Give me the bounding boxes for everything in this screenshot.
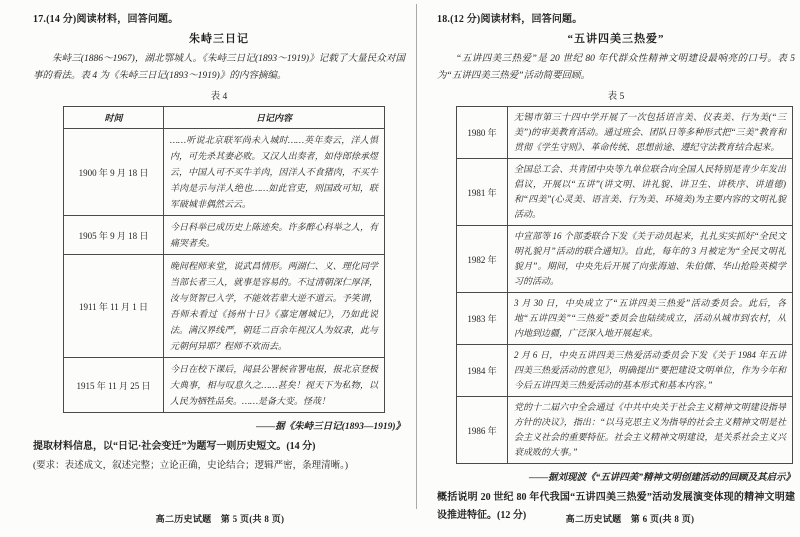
table-row [457, 345, 793, 397]
event-year: 1983 年 [457, 293, 508, 345]
table-5 [456, 106, 793, 464]
question-17-requirements: (要求：表述成文，叙述完整；立论正确，史论结合；逻辑严密，条理清晰。) [33, 461, 349, 472]
event-year: 1984 年 [457, 345, 508, 397]
table-row [457, 397, 793, 464]
exam-page-5 [33, 10, 405, 474]
event-description: 党的十二届六中全会通过《中共中央关于社会主义精神文明建设指导方针的决议》，指出：“以马克思主义为指导的社会主义精神文明是社会主义社会的重要特征。社会主义精神文明建设，是关系社会主义兴衰成败的大事。” [508, 397, 793, 464]
event-description: 2 月 6 日，中央五讲四美三热爱活动委员会下发《关于 1984 年五讲四美三热爱活动的意见》，明确提出“要把建设文明单位，作为今年和今后五讲四美三热爱活动的基本形式和基本内容。” [508, 345, 793, 397]
diary-entry: 今日在校下课后，闻县公署候省署电报，报北京登极大典事，相与叹息久之……甚矣！视天下为私物，以人民为牺牲品矣。……是备大变。怪哉！ [164, 358, 385, 413]
table-4-caption: 表 4 [210, 92, 228, 103]
table-5-caption: 表 5 [607, 92, 625, 103]
table-row [64, 129, 385, 216]
source-attribution: ——据刘现波《“五讲四美”精神文明创建活动的回顾及其启示》 [528, 473, 795, 484]
question-17-intro: 朱峙三(1886～1967)，湖北鄂城人。《朱峙三日记(1893～1919)》记载了大量民众对国事的看法。表 4 为《朱峙三日记(1893～1919)》的内容摘编。 [33, 54, 405, 81]
table-4 [63, 106, 385, 413]
event-description: 中宣部等 16 个部委联合下发《关于动员起来，扎扎实实抓好“全民文明礼貌月”活动的联合通知》。自此，每年的 3 月被定为“全民文明礼貌月”。期间，中央先后开展了向张海迪、朱伯儒、华山抢险英模学习的活动。 [508, 226, 793, 293]
question-17-task: 提取材料信息，以“日记·社会变迁”为题写一则历史短文。(14 分) [33, 441, 316, 453]
diary-entry: 今日科举已成历史上陈迹矣。许多醉心科举之人，有痛哭者矣。 [164, 216, 385, 255]
diary-title: 朱峙三日记 [189, 33, 249, 45]
table-row [64, 358, 385, 413]
diary-date: 1900 年 9 月 18 日 [64, 129, 164, 216]
table-row [457, 226, 793, 293]
question-18-intro: “五讲四美三热爱”是 20 世纪 80 年代群众性精神文明建设最响亮的口号。表 5 为“五讲四美三热爱”活动简要回顾。 [437, 54, 795, 81]
question-18-stem: 18.(12 分)阅读材料，回答问题。 [437, 14, 583, 25]
exam-page-6 [437, 10, 795, 525]
slogan-title: “五讲四美三热爱” [567, 33, 665, 45]
diary-date: 1911 年 11 月 1 日 [64, 255, 164, 358]
table-row [457, 159, 793, 226]
diary-entry: 晚间程师来堂，说武昌情形。两湖仁、义、理化同学当部长者三人，就事是容易的。不过清朝深仁厚泽，汝与贤智已入学，不能效若辈大逆不道云。予笑谓，吾师未看过《扬州十日》《嘉定屠城记》，乃如此说法。满汉界线严，朝廷二百余年视汉人为奴隶，此与元朝何异耶？程师不欢而去。 [164, 255, 385, 358]
table-4-header-content: 日记内容 [164, 107, 385, 129]
diary-entry: ……听说北京联军尚未入城时……英年奏云，洋人惧内，可先杀其妻必败。又汉人出奏者，如侍郎徐承煜云，中国人可不买牛羊肉，因洋人不食猪肉，不买牛羊肉是示与洋人绝也……如此官吏，则国政可知，联军破城非偶然云云。 [164, 129, 385, 216]
event-description: 全国总工会、共青团中央等九单位联合向全国人民特别是青少年发出倡议，开展以“五讲”(讲文明、讲礼貌、讲卫生、讲秩序、讲道德)和“四美”(心灵美、语言美、行为美、环境美)为主要内容的文明礼貌活动。 [508, 159, 793, 226]
event-year: 1980 年 [457, 107, 508, 159]
page-fold-divider [416, 4, 417, 509]
event-year: 1981 年 [457, 159, 508, 226]
table-4-header-time: 时间 [64, 107, 164, 129]
table-row [64, 255, 385, 358]
diary-date: 1915 年 11 月 25 日 [64, 358, 164, 413]
question-18-task: 概括说明 20 世纪 80 年代我国“五讲四美三热爱”活动发展演变体现的精神文明建设推进特征。(12 分) [437, 492, 795, 522]
table-4-header-row [64, 107, 385, 129]
event-year: 1986 年 [457, 397, 508, 464]
source-attribution: ——据《朱峙三日记(1893—1919)》 [256, 422, 405, 433]
table-row [64, 216, 385, 255]
table-row [457, 107, 793, 159]
page-6-footer: 高二历史试题 第 6 页(共 8 页) [565, 514, 695, 524]
table-row [457, 293, 793, 345]
event-description: 3 月 30 日，中央成立了“五讲四美三热爱”活动委员会。此后，各地“五讲四美”“三热爱”委员会也陆续成立，活动从城市到农村，从内地到边疆，广泛深入地开展起来。 [508, 293, 793, 345]
diary-date: 1905 年 9 月 18 日 [64, 216, 164, 255]
question-17-stem: 17.(14 分)阅读材料，回答问题。 [33, 14, 179, 25]
event-description: 无锡市第三十四中学开展了一次包括语言美、仪表美、行为美(“三美”)的审美教育活动。通过班会、团队日等多种形式把“三美”教育和贯彻《学生守则》、革命传统、思想前途、遵纪守法教育结合起来。 [508, 107, 793, 159]
page-5-footer: 高二历史试题 第 5 页(共 8 页) [155, 514, 285, 524]
event-year: 1982 年 [457, 226, 508, 293]
